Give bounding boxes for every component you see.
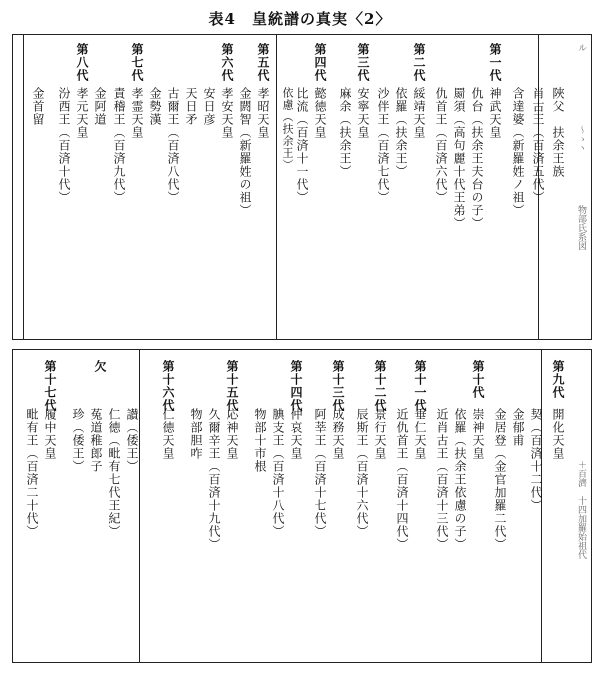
ruler-entry: 金閼智（新羅姓の祖）	[238, 87, 252, 217]
ruler-entry: 懿徳天皇	[313, 87, 327, 139]
column-rule	[23, 35, 24, 339]
ruler-entry: 安寧天皇	[356, 87, 370, 139]
edge-note: ＋百濟 十四加羅始祖代	[576, 460, 586, 559]
ruler-entry: 金首留	[31, 87, 45, 126]
column-rule	[276, 35, 277, 339]
ruler-entry: 契（百済十二代）	[529, 408, 543, 512]
column-rule	[139, 350, 140, 662]
ruler-entry: 金居登（金官加羅二代）	[493, 408, 507, 551]
ruler-entry: 金阿道	[93, 87, 107, 126]
ruler-entry: 辰斯王（百済十六代）	[355, 408, 369, 538]
generation-label: 第九代	[551, 360, 565, 399]
ruler-entry: 依羅（扶余王依慮の子）	[453, 408, 467, 551]
edge-note: 物部氏系図	[576, 205, 586, 250]
ruler-entry: 孝霊天皇	[130, 87, 144, 139]
generation-label: 第七代	[130, 43, 144, 82]
ruler-entry: 応神天皇	[225, 408, 239, 460]
generation-label: 第六代	[220, 43, 234, 82]
ruler-entry: 垂仁天皇	[413, 408, 427, 460]
ruler-entry: 讃（倭王）	[125, 408, 139, 473]
generation-label: 第五代	[256, 43, 270, 82]
pre-entry: 含達婆（新羅姓ノ祖）	[511, 87, 525, 217]
ruler-entry: 比流（百済十一代）	[295, 87, 309, 204]
ruler-entry: 物部胆咋	[189, 408, 203, 460]
ruler-entry: 近肖古王（百済十三代）	[435, 408, 449, 551]
generation-label: 第十三代	[331, 360, 345, 412]
genealogy-panel-bottom	[12, 349, 592, 663]
ruler-entry: 依慮（扶余王）	[281, 87, 294, 171]
generation-label: 第二代	[412, 43, 426, 82]
ruler-entry: 天日矛	[184, 87, 198, 126]
page-title: 表4 皇統譜の真実〈2〉	[208, 10, 392, 28]
generation-label: 第四代	[313, 43, 327, 82]
ruler-entry: 開化天皇	[551, 408, 565, 460]
ruler-entry: 物部十市根	[253, 408, 267, 473]
ruler-entry: 成務天皇	[331, 408, 345, 460]
ruler-entry: 履中天皇	[43, 408, 57, 460]
pre-entry: 肖古王（百済五代）	[531, 87, 545, 204]
ruler-entry: 阿莘王（百済十七代）	[313, 408, 327, 538]
generation-label: 第八代	[75, 43, 89, 82]
ruler-entry: 景行天皇	[373, 408, 387, 460]
edge-note: 〜ゝヽ	[576, 125, 586, 152]
ruler-entry: 責稽王（百済九代）	[112, 87, 126, 204]
ruler-entry: 麻余（扶余王）	[338, 87, 352, 178]
genealogy-panel-top	[12, 34, 592, 340]
generation-label: 第十六代	[161, 360, 175, 412]
ruler-entry: 金郁甫	[511, 408, 525, 447]
generation-label: 第十四代	[289, 360, 303, 412]
ruler-entry: 毗有王（百済二十代）	[25, 408, 39, 538]
ruler-entry: 綏靖天皇	[412, 87, 426, 139]
ruler-entry: 崇神天皇	[471, 408, 485, 460]
generation-label: 第十二代	[373, 360, 387, 412]
ruler-entry: 神武天皇	[488, 87, 502, 139]
ruler-entry: 沙伴王（百済七代）	[376, 87, 390, 204]
edge-note: ル	[576, 43, 586, 52]
ruler-entry: 罽須（高句麗十代王弟）	[452, 87, 466, 230]
generation-label: 第三代	[356, 43, 370, 82]
generation-label: 欠	[93, 360, 107, 373]
generation-label: 第十五代	[225, 360, 239, 412]
ruler-entry: 孝安天皇	[220, 87, 234, 139]
ruler-entry: 古爾王（百済八代）	[166, 87, 180, 204]
ruler-entry: 孝元天皇	[75, 87, 89, 139]
pre-entry: 陜父 扶余王族	[551, 87, 565, 178]
ruler-entry: 久爾辛王（百済十九代）	[207, 408, 221, 551]
generation-label: 第十七代	[43, 360, 57, 412]
ruler-entry: 仁徳（毗有七代王紀）	[107, 408, 121, 538]
generation-label: 第一代	[488, 43, 502, 82]
ruler-entry: 腆支王（百済十八代）	[271, 408, 285, 538]
ruler-entry: 近仇首王（百済十四代）	[395, 408, 409, 551]
ruler-entry: 仲哀天皇	[289, 408, 303, 460]
ruler-entry: 依羅（扶余王）	[394, 87, 408, 178]
ruler-entry: 仇台（扶余王夫台の子）	[470, 87, 484, 230]
generation-label: 第十一代	[413, 360, 427, 412]
generation-label: 第十代	[471, 360, 485, 399]
ruler-entry: 安日彦	[202, 87, 216, 126]
ruler-entry: 孝昭天皇	[256, 87, 270, 139]
ruler-entry: 金勢漢	[148, 87, 162, 126]
ruler-entry: 汾西王（百済十代）	[57, 87, 71, 204]
ruler-entry: 菟道稚郎子	[89, 408, 103, 473]
ruler-entry: 仁徳天皇	[161, 408, 175, 460]
ruler-entry: 仇首王（百済六代）	[434, 87, 448, 204]
ruler-entry: 珍（倭王）	[71, 408, 85, 473]
